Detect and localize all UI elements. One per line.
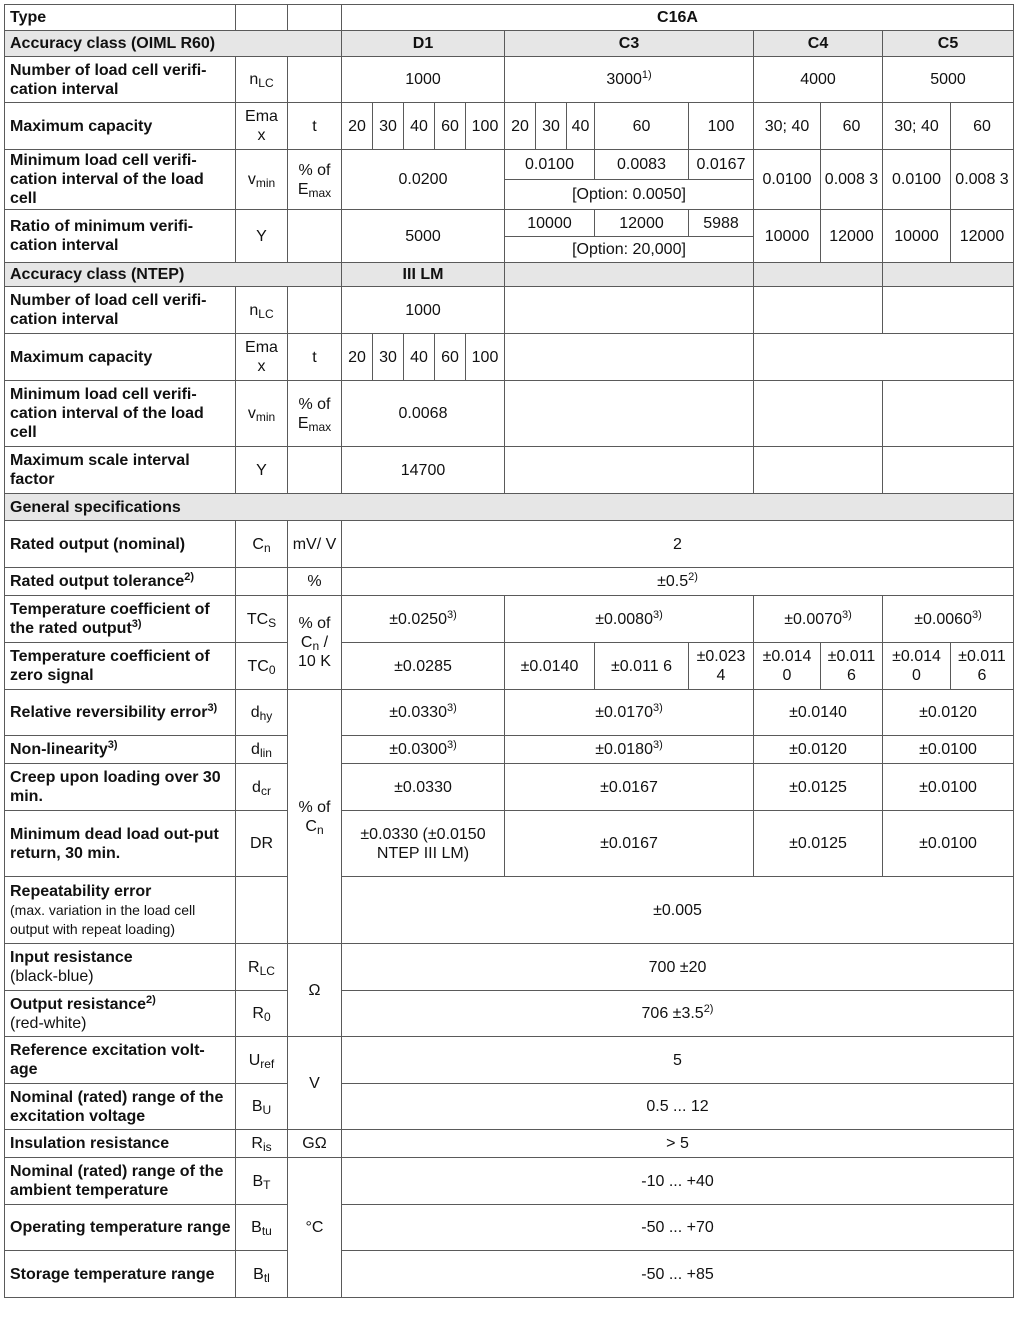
class-c5: C5 (883, 31, 1014, 57)
dr-row: Minimum dead load out-put return, 30 min. DR ±0.0330 (±0.0150 NTEP III LM) ±0.0167 ±0.0125 ±0.0100 (5, 811, 1014, 877)
symbol: Ema x (236, 103, 288, 150)
class-c4: C4 (754, 31, 883, 57)
tc0-row: Temperature coefficient of zero signal $TC_0$ ±0.0285 ±0.0140 ±0.011 6 ±0.023 4 ±0.014 0 ±0.011 6 ±0.014 0 ±0.011 6 (5, 643, 1014, 690)
ntep-y-row: Maximum scale interval factor Y 14700 (5, 447, 1014, 494)
symbol: $C_n$ (236, 521, 288, 568)
oiml-y-row: Ratio of minimum verifi-cation interval Y 5000 10000 12000 5988 10000 12000 10000 12000 (5, 210, 1014, 237)
tcs-row: Temperature coefficient of the rated output$^{3)}$ $TC_S$ % of $C_n / 10$ K $\pm 0.0250^{3)}$ $\pm 0.0080^{3)}$ $\pm 0.0070^{3)}$ $\pm 0.0060^{3)}$ (5, 596, 1014, 643)
ntep-nlc-row: Number of load cell verifi-cation interval $n_{LC}$ 1000 (5, 287, 1014, 334)
bt-row: Nominal (rated) range of the ambient temperature $B_T$ °C -10 ... +40 (5, 1158, 1014, 1205)
uref-row: Reference excitation volt-age $U_{ref}$ V 5 (5, 1037, 1014, 1084)
symbol: Ema x (236, 334, 288, 381)
oiml-emax-row: Maximum capacity Ema x t 20 30 40 60 100 20 30 40 60 100 30; 40 60 30; 40 60 (5, 103, 1014, 150)
symbol: $R_0$ (236, 991, 288, 1037)
dlin-row: Non-linearity$^{3)}$ $d_{lin}$ $\pm 0.0300^{3)}$ $\pm 0.0180^{3)}$ ±0.0120 ±0.0100 (5, 736, 1014, 764)
ntep-vmin-row: Minimum load cell verifi-cation interval of the load cell $v_{min}$ % of $E_{max}$ 0.0068 (5, 381, 1014, 447)
type-row (5, 5, 1014, 31)
symbol: $B_{tu}$ (236, 1205, 288, 1251)
dcr-row: Creep upon loading over 30 min. $d_{cr}$ ±0.0330 ±0.0167 ±0.0125 ±0.0100 (5, 764, 1014, 811)
symbol: $n_{LC}$ (236, 57, 288, 103)
symbol: $v_{min}$ (236, 150, 288, 210)
ntep-header-row (5, 263, 1014, 287)
rated-output-row: Rated output (nominal) $C_n$ mV/ V 2 (5, 521, 1014, 568)
dhy-row: Relative reversibility error$^{3)}$ $d_{hy}$ % of $C_n$ $\pm 0.0330^{3)}$ $\pm 0.0170^{3)}$ ±0.0140 ±0.0120 (5, 690, 1014, 736)
general-header-row (5, 494, 1014, 521)
btl-row: Storage temperature range $B_{tl}$ -50 ... +85 (5, 1251, 1014, 1298)
symbol: $U_{ref}$ (236, 1037, 288, 1084)
general-section-title: General specifications (5, 494, 1014, 521)
symbol: $d_{lin}$ (236, 736, 288, 764)
symbol: $d_{hy}$ (236, 690, 288, 736)
oiml-section-title: Accuracy class (OIML R60) (5, 31, 342, 57)
symbol: $TC_S$ (236, 596, 288, 643)
type-value: C16A (342, 5, 1014, 31)
oiml-nlc-row: Number of load cell verifi-cation interval $n_{LC}$ 1000 3000$^{1)}$ 4000 5000 (5, 57, 1014, 103)
btu-row: Operating temperature range $B_{tu}$ -50 ... +70 (5, 1205, 1014, 1251)
specification-table: Type C16A Accuracy class (OIML R60) D1 C3 C4 C5 Number of load cell verifi-cation interval $n_{LC}$ 1000 3000$^{1)}$ 4000 5000 Maximum capacity Ema x t 20 30 40 60 100 20 30 40 60 100 30; 40 60 30; 40 60 Minimum load cell verifi-cation interval of the load cell $v_{min}$ % of $E_{max}$ 0.0200 0.0100 0.0083 0.0167 0.0100 0.008 3 0.0100 0.008 3 [Option: 0.0050] Ratio of minimum verifi-cation interval Y 5000 10000 12000 5988 10000 12000 10000 12000 [Option: 20,000] Accuracy class (NTEP) III LM Number of load cell verifi-cation interval $n_{LC}$ 1000 Maximum capacity Ema x t 20 30 40 60 100 Minimum load cell verifi-cation interval of the load cell $v_{min}$ % of $E_{max}$ 0.0068 Maximum scale interval factor Y 14700 General specifications Rated output (nominal) $C_n$ mV/ V 2 Rated output tolerance$^{2)}$ % $\pm 0.5^{2)}$ Temperature coefficient of the rated output$^{3)}$ $TC_S$ % of $C_n / 10$ K $\pm 0.0250^{3)}$ $\pm 0.0080^{3)}$ $\pm 0.0070^{3)}$ $\pm 0.0060^{3)}$ Temperature coefficient of zero signal $TC_0$ ±0.0285 ±0.0140 ±0.011 6 ±0.023 4 ±0.014 0 ±0.011 6 ±0.014 0 ±0.011 6 Relative reversibility error$^{3)}$ $d_{hy}$ % of $C_n$ $\pm 0.0330^{3)}$ $\pm 0.0170^{3)}$ ±0.0140 ±0.0120 Non-linearity$^{3)}$ $d_{lin}$ $\pm 0.0300^{3)}$ $\pm 0.0180^{3)}$ ±0.0120 ±0.0100 Creep upon loading over 30 min. $d_{cr}$ ±0.0330 ±0.0167 ±0.0125 ±0.0100 Minimum dead load out-put return, 30 min. DR ±0.0330 (±0.0150 NTEP III LM) ±0.0167 ±0.0125 ±0.0100 Repeatability error (max. variation in the load cell output with repeat loading) ±0.005 Input resistance (black-blue) $R_{LC}$ Ω 700 ±20 Output resistance$^{2)}$ (red-white) $R_0$ $706 \pm 3.5^{2)}$ Reference excitation volt-age $U_{ref}$ V 5 Nominal (rated) range of the excitation voltage $B_U$ 0.5 ... 12 Insulation resistance $R_{is}$ GΩ > 5 Nominal (rated) range of the ambient temperature $B_T$ °C -10 ... +40 Operating temperature range $B_{tu}$ -50 ... +70 Storage temperature range $B_{tl}$ -50 ... +85 (4, 4, 1014, 1298)
repeatability-row: Repeatability error (max. variation in the load cell output with repeat loading) ±0.005 (5, 877, 1014, 944)
symbol: $B_U$ (236, 1084, 288, 1130)
symbol: $TC_0$ (236, 643, 288, 690)
symbol: $R_{LC}$ (236, 944, 288, 991)
oiml-header-row (5, 31, 1014, 57)
class-c3: C3 (505, 31, 754, 57)
ntep-section-title: Accuracy class (NTEP) (5, 263, 342, 287)
oiml-vmin-row: Minimum load cell verifi-cation interval of the load cell $v_{min}$ % of $E_{max}$ 0.0200 0.0100 0.0083 0.0167 0.0100 0.008 3 0.0100 0.008 3 (5, 150, 1014, 180)
symbol: $d_{cr}$ (236, 764, 288, 811)
symbol: $R_{is}$ (236, 1130, 288, 1158)
output-resistance-row: Output resistance$^{2)}$ (red-white) $R_0$ $706 \pm 3.5^{2)}$ (5, 991, 1014, 1037)
bu-row: Nominal (rated) range of the excitation voltage $B_U$ 0.5 ... 12 (5, 1084, 1014, 1130)
class-d1: D1 (342, 31, 505, 57)
ntep-class: III LM (342, 263, 505, 287)
tolerance-row: Rated output tolerance$^{2)}$ % $\pm 0.5^{2)}$ (5, 568, 1014, 596)
ris-row: Insulation resistance $R_{is}$ GΩ > 5 (5, 1130, 1014, 1158)
symbol: $B_T$ (236, 1158, 288, 1205)
type-label: Type (5, 5, 236, 31)
row-label: Number of load cell verifi-cation interval (5, 57, 236, 103)
input-resistance-row: Input resistance (black-blue) $R_{LC}$ Ω 700 ±20 (5, 944, 1014, 991)
symbol: $B_{tl}$ (236, 1251, 288, 1298)
symbol: $n_{LC}$ (236, 287, 288, 334)
symbol: $v_{min}$ (236, 381, 288, 447)
ntep-emax-row: Maximum capacity Ema x t 20 30 40 60 100 (5, 334, 1014, 381)
